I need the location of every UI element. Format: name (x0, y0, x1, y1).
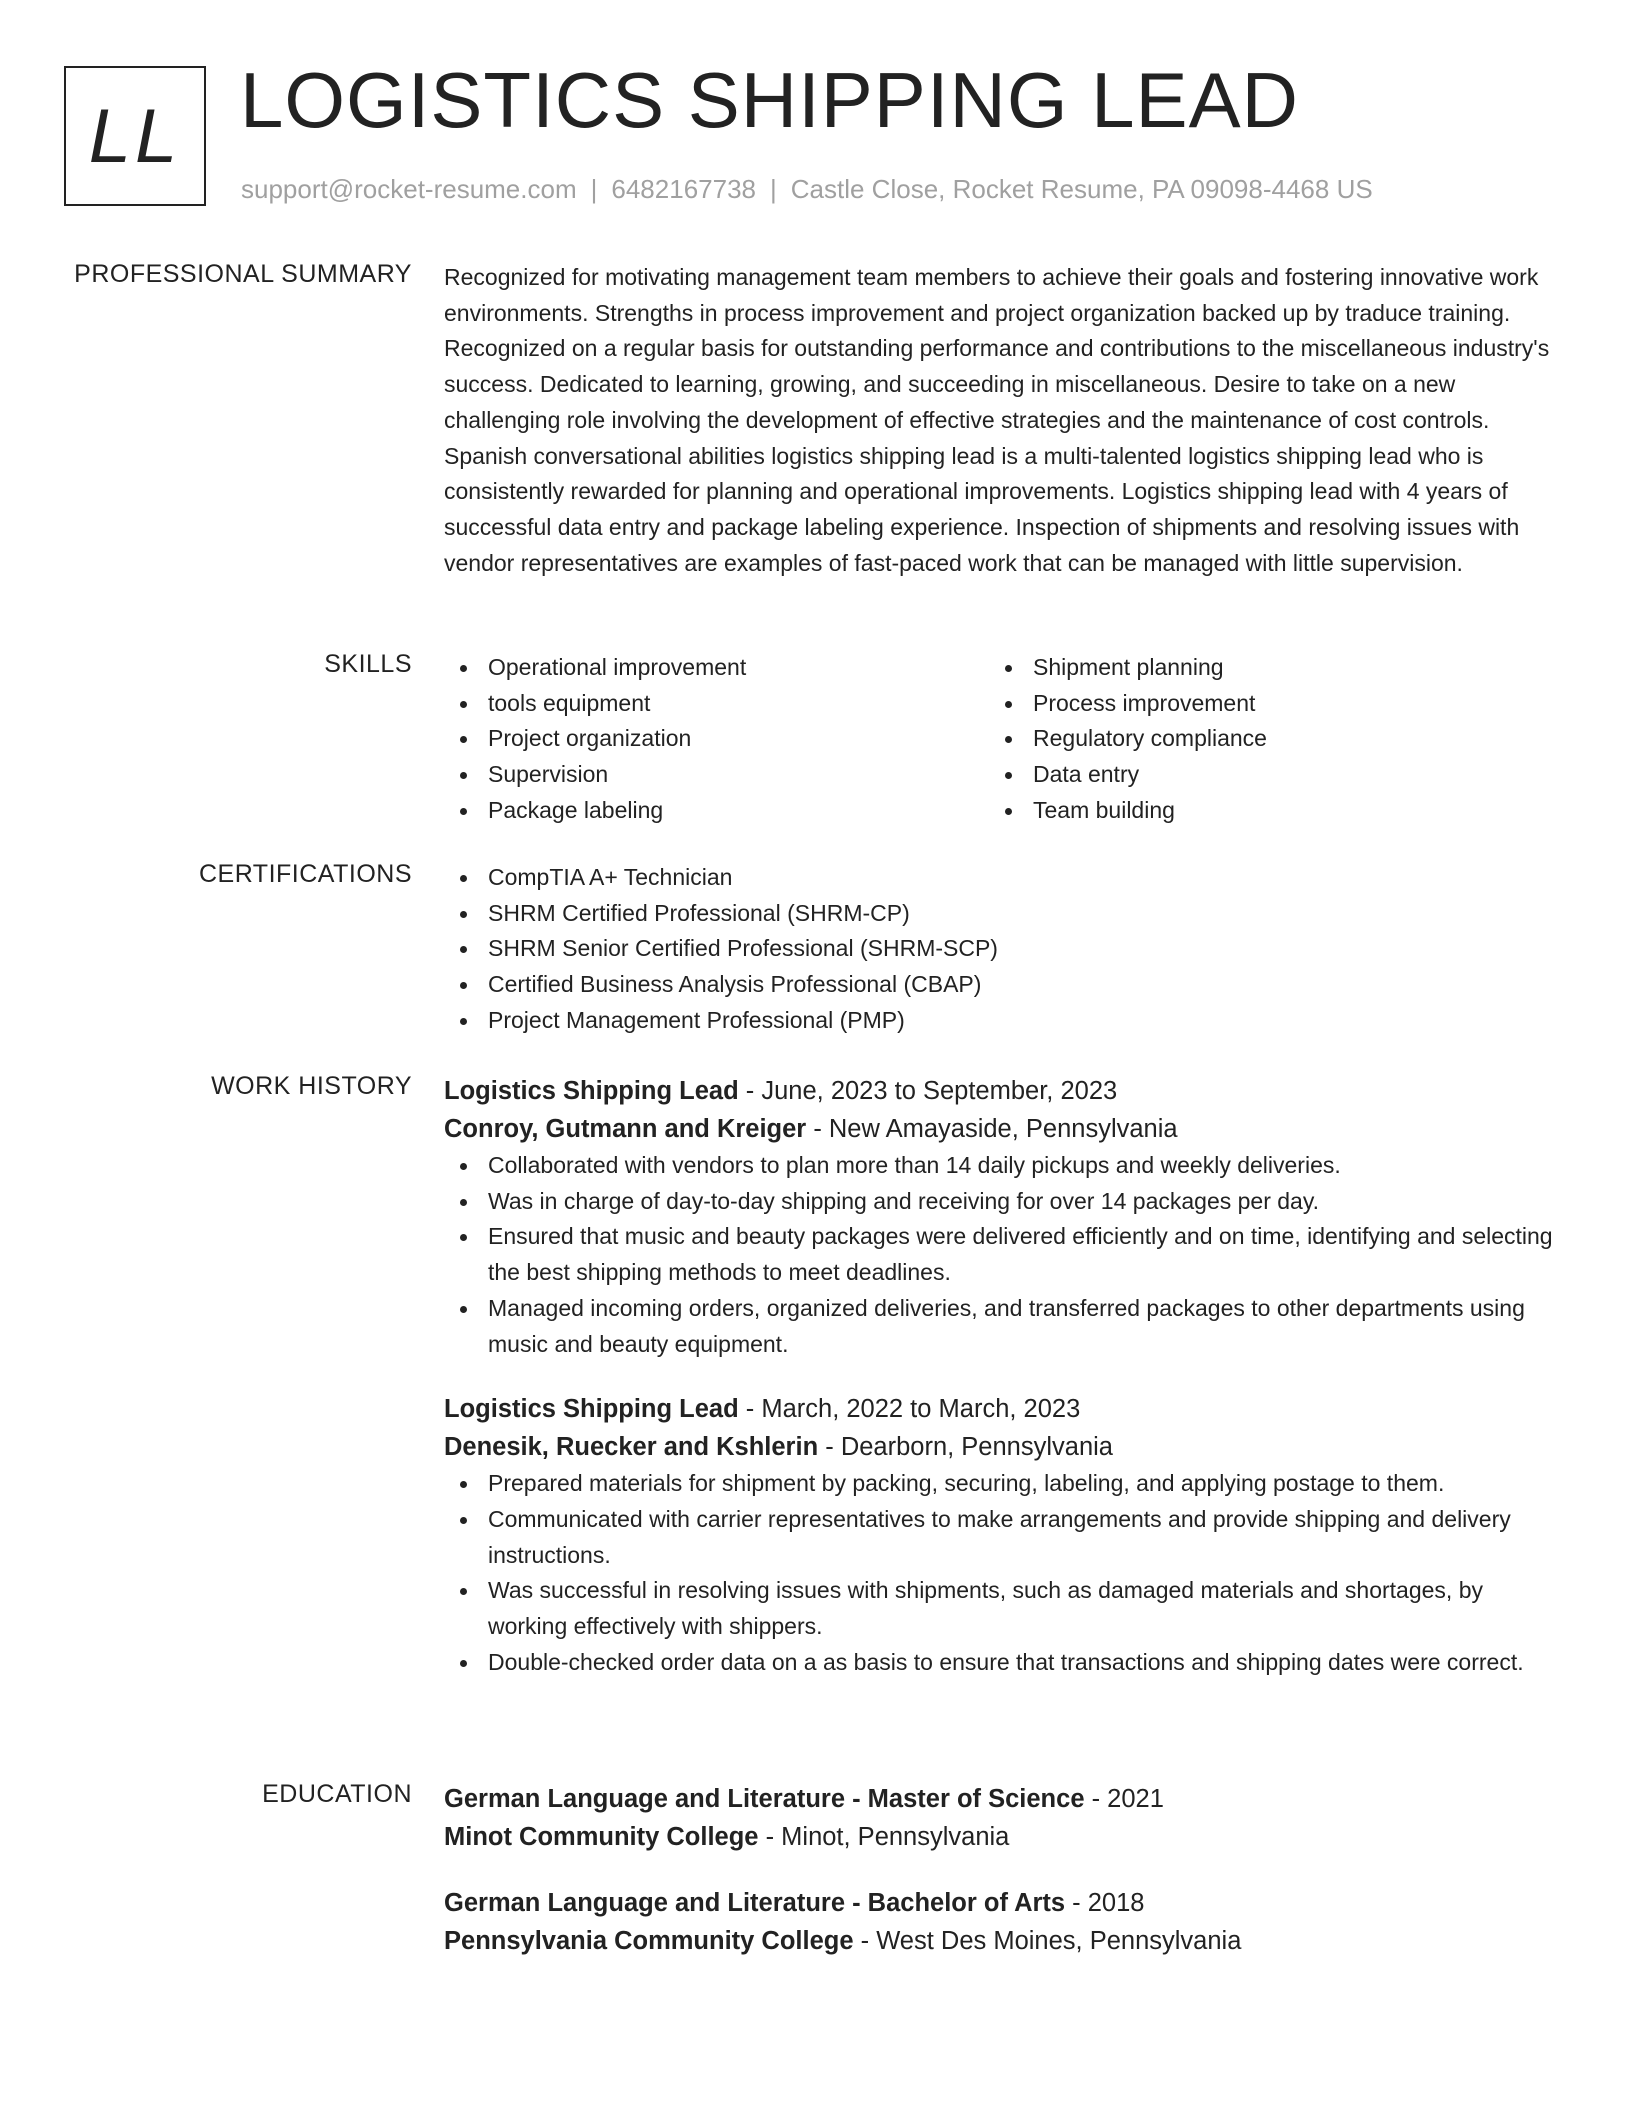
education-degree-line (444, 1780, 1554, 1818)
education-body (444, 1780, 1554, 1960)
education-school: Minot Community College (444, 1823, 759, 1851)
contact-line (241, 174, 1373, 205)
skill-item: Operational improvement (444, 650, 989, 686)
certifications-list (444, 860, 1554, 1039)
contact-email: support@rocket-resume.com (241, 174, 577, 204)
certification-item: Certified Business Analysis Professional (CBAP) (444, 967, 1554, 1003)
certification-item: Project Management Professional (PMP) (444, 1003, 1554, 1039)
education-year: - 2018 (1065, 1889, 1145, 1917)
job-bullets (444, 1148, 1554, 1362)
skill-item: Supervision (444, 757, 989, 793)
summary-body (444, 260, 1554, 581)
section-title-summary: PROFESSIONAL SUMMARY (74, 260, 412, 288)
job-bullet: Prepared materials for shipment by packing, securing, labeling, and applying postage to them. (444, 1466, 1554, 1502)
certification-item: SHRM Senior Certified Professional (SHRM-SCP) (444, 931, 1554, 967)
job-location: - Dearborn, Pennsylvania (818, 1433, 1113, 1462)
skill-item: Project organization (444, 721, 989, 757)
job-company-line (444, 1428, 1554, 1466)
education-degree: German Language and Literature - Bachelor of Arts (444, 1889, 1066, 1917)
monogram-logo: LL (64, 66, 206, 206)
certifications-body (444, 860, 1554, 1039)
contact-separator: | (590, 174, 598, 204)
contact-phone: 6482167738 (611, 174, 756, 204)
skill-item: Package labeling (444, 793, 989, 829)
job-role: Logistics Shipping Lead (444, 1077, 739, 1105)
job-bullet: Was in charge of day-to-day shipping and receiving for over 14 packages per day. (444, 1184, 1554, 1220)
job-entry (444, 1072, 1554, 1362)
skill-item: Regulatory compliance (989, 721, 1534, 757)
job-company-line (444, 1110, 1554, 1148)
skill-item: Process improvement (989, 686, 1534, 722)
summary-text: Recognized for motivating management team members to achieve their goals and fostering innovative work environments. Strengths in process improvement and project organization backed up by traduce training. Recognized on a regular basis for outstanding performance and contributions to the miscellaneous industry's success. Dedicated to learning, growing, and succeeding in miscellaneous. Desire to take on a new challenging role involving the development of effective strategies and the maintenance of cost controls. Spanish conversational abilities logistics shipping lead is a multi-talented logistics shipping lead who is consistently rewarded for planning and operational improvements. Logistics shipping lead with 4 years of successful data entry and package labeling experience. Inspection of shipments and resolving issues with vendor representatives are examples of fast-paced work that can be managed with little supervision. (444, 264, 1550, 576)
section-title-work-history: WORK HISTORY (211, 1072, 412, 1100)
job-bullet: Double-checked order data on a as basis to ensure that transactions and shipping dates were correct. (444, 1645, 1554, 1681)
section-title-certifications: CERTIFICATIONS (198, 860, 412, 888)
job-dates: - March, 2022 to March, 2023 (738, 1395, 1081, 1424)
skill-item: Shipment planning (989, 650, 1534, 686)
skills-list-right (989, 650, 1534, 829)
job-company: Denesik, Ruecker and Kshlerin (444, 1433, 819, 1462)
resume-name: LOGISTICS SHIPPING LEAD (240, 56, 1299, 144)
education-school-line (444, 1922, 1554, 1960)
job-entry (444, 1390, 1554, 1680)
skill-item: Team building (989, 793, 1534, 829)
skill-item: tools equipment (444, 686, 989, 722)
job-bullet: Managed incoming orders, organized deliveries, and transferred packages to other departments using music and beauty equipment. (444, 1291, 1554, 1362)
certification-item: SHRM Certified Professional (SHRM-CP) (444, 896, 1554, 932)
job-title-line (444, 1072, 1554, 1110)
job-bullets (444, 1466, 1554, 1680)
section-title-education: EDUCATION (262, 1780, 412, 1808)
job-bullet: Communicated with carrier representatives to make arrangements and provide shipping and delivery instructions. (444, 1502, 1554, 1573)
contact-address: Castle Close, Rocket Resume, PA 09098-4468 US (790, 174, 1373, 204)
education-degree: German Language and Literature - Master of Science (444, 1785, 1085, 1813)
contact-separator: | (770, 174, 777, 204)
job-bullet: Ensured that music and beauty packages were delivered efficiently and on time, identifying and selecting the best shipping methods to meet deadlines. (444, 1219, 1554, 1290)
skills-grid (444, 650, 1554, 829)
job-bullet: Collaborated with vendors to plan more than 14 daily pickups and weekly deliveries. (444, 1148, 1554, 1184)
education-entry (444, 1884, 1554, 1960)
skill-item: Data entry (989, 757, 1534, 793)
job-company: Conroy, Gutmann and Kreiger (444, 1115, 807, 1143)
education-entry (444, 1780, 1554, 1856)
certification-item: CompTIA A+ Technician (444, 860, 1554, 896)
education-school-line (444, 1818, 1554, 1856)
skills-list-left (444, 650, 989, 829)
job-title-line (444, 1390, 1554, 1428)
education-school: Pennsylvania Community College (444, 1927, 854, 1955)
job-role: Logistics Shipping Lead (444, 1395, 739, 1424)
job-bullet: Was successful in resolving issues with shipments, such as damaged materials and shortages, by working effectively with shippers. (444, 1573, 1554, 1644)
education-location: - West Des Moines, Pennsylvania (853, 1927, 1242, 1955)
work-history-body (444, 1072, 1554, 1680)
job-location: - New Amayaside, Pennsylvania (806, 1115, 1178, 1143)
education-degree-line (444, 1884, 1554, 1922)
job-dates: - June, 2023 to September, 2023 (738, 1077, 1118, 1105)
education-location: - Minot, Pennsylvania (758, 1823, 1010, 1851)
education-year: - 2021 (1084, 1785, 1164, 1813)
section-title-skills: SKILLS (324, 650, 412, 678)
